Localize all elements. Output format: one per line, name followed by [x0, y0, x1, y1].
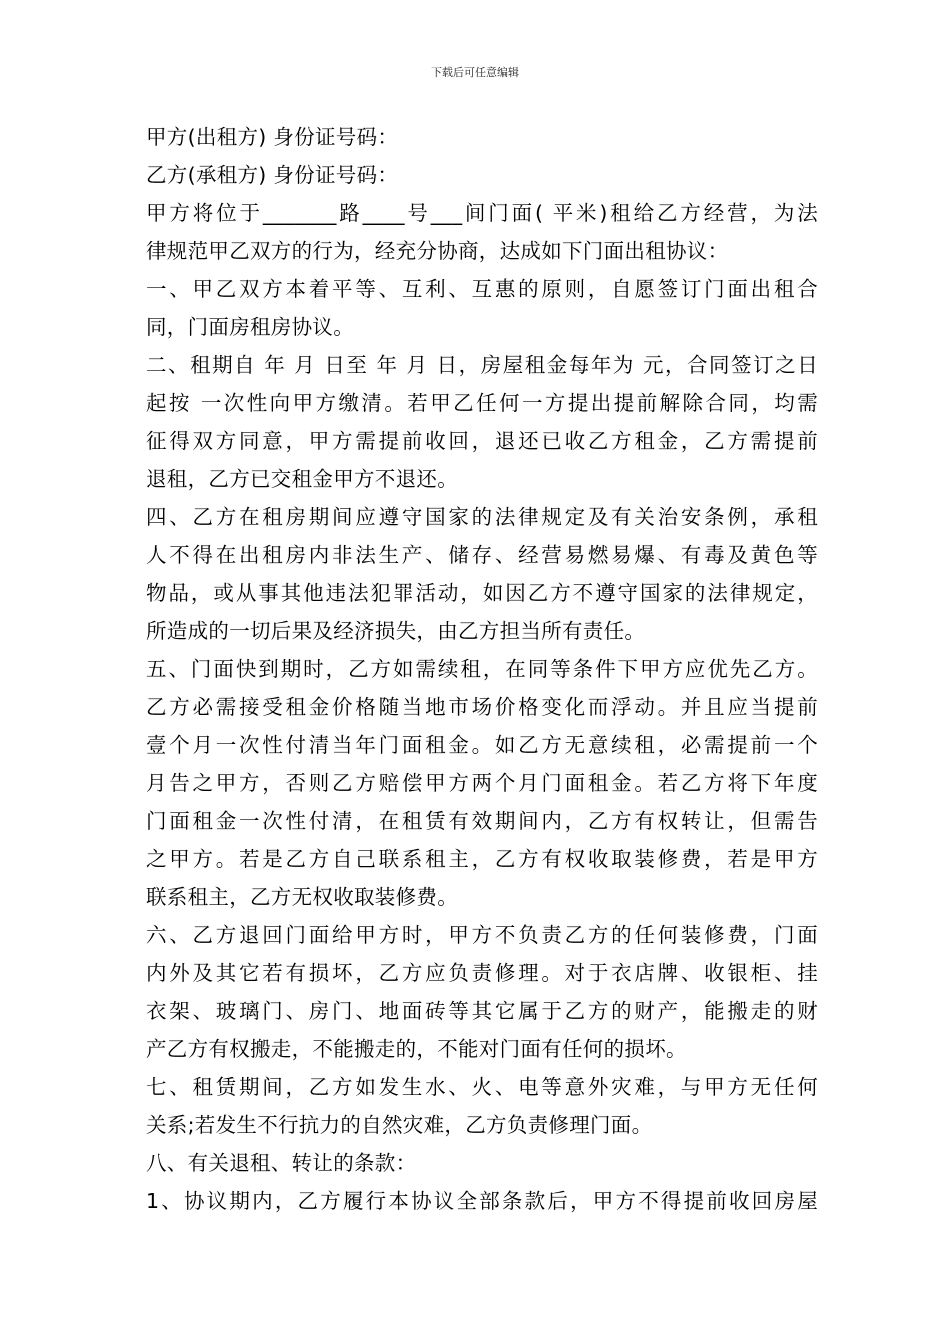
document-line: 所造成的一切后果及经济损失，由乙方担当所有责任。 — [146, 619, 646, 643]
document-line: 七、租赁期间，乙方如发生水、火、电等意外灾难，与甲方无任何 — [146, 1075, 818, 1099]
document-line: 律规范甲乙双方的行为，经充分协商，达成如下门面出租协议： — [146, 239, 729, 263]
document-line: 壹个月一次性付清当年门面租金。如乙方无意续租，必需提前一个 — [146, 733, 818, 757]
document-line: 一、甲乙双方本着平等、互利、互惠的原则，自愿签订门面出租合 — [146, 277, 818, 301]
document-line: 衣架、玻璃门、房门、地面砖等其它属于乙方的财产，能搬走的财 — [146, 999, 818, 1023]
document-line: 之甲方。若是乙方自己联系租主，乙方有权收取装修费，若是甲方 — [146, 847, 818, 871]
document-body — [146, 118, 818, 1220]
document-line: 关系;若发生不行抗力的自然灾难，乙方负责修理门面。 — [146, 1113, 653, 1137]
document-line: 四、乙方在租房期间应遵守国家的法律规定及有关治安条例，承租 — [146, 505, 818, 529]
document-line: 甲方(出租方) 身份证号码： — [146, 125, 399, 149]
document-line: 六、乙方退回门面给甲方时，甲方不负责乙方的任何装修费，门面 — [146, 923, 818, 947]
document-line: 内外及其它若有损坏，乙方应负责修理。对于衣店牌、收银柜、挂 — [146, 961, 818, 985]
document-line: 乙方(承租方) 身份证号码： — [146, 163, 399, 187]
document-line: 月告之甲方，否则乙方赔偿甲方两个月门面租金。若乙方将下年度 — [146, 771, 818, 795]
page-header-note: 下载后可任意编辑 — [431, 66, 519, 79]
document-line: 人不得在出租房内非法生产、储存、经营易燃易爆、有毒及黄色等 — [146, 543, 818, 567]
document-line: 起按 一次性向甲方缴清。若甲乙任何一方提出提前解除合同，均需 — [146, 391, 818, 415]
document-line: 联系租主，乙方无权收取装修费。 — [146, 885, 458, 909]
document-line: 八、有关退租、转让的条款： — [146, 1151, 417, 1175]
document-line: 五、门面快到期时，乙方如需续租，在同等条件下甲方应优先乙方。 — [146, 657, 818, 681]
document-line: 1、协议期内，乙方履行本协议全部条款后，甲方不得提前收回房屋 — [146, 1189, 818, 1213]
document-line: 甲方将位于_______路____号___间门面( 平米)租给乙方经营，为法 — [146, 201, 818, 225]
document-line: 门面租金一次性付清，在租赁有效期间内，乙方有权转让，但需告 — [146, 809, 818, 833]
document-line: 退租，乙方已交租金甲方不退还。 — [146, 467, 458, 491]
document-line: 物品，或从事其他违法犯罪活动，如因乙方不遵守国家的法律规定， — [146, 581, 818, 605]
document-line: 产乙方有权搬走，不能搬走的，不能对门面有任何的损坏。 — [146, 1037, 687, 1061]
document-line: 征得双方同意，甲方需提前收回，退还已收乙方租金，乙方需提前 — [146, 429, 818, 453]
document-line: 同，门面房租房协议。 — [146, 315, 354, 339]
document-line: 乙方必需接受租金价格随当地市场价格变化而浮动。并且应当提前 — [146, 695, 818, 719]
document-line: 二、租期自 年 月 日至 年 月 日，房屋租金每年为 元，合同签订之日 — [146, 353, 818, 377]
